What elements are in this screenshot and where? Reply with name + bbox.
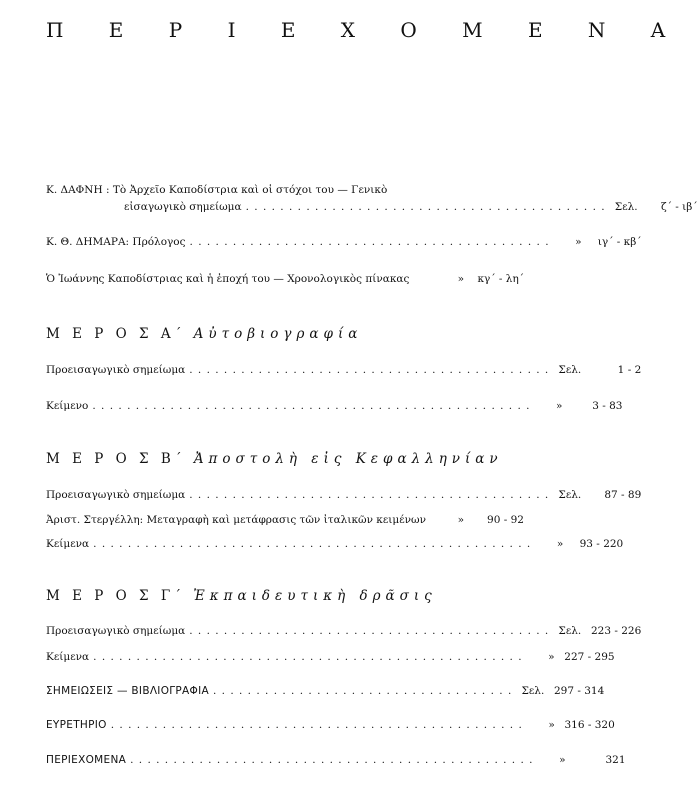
- entry-author: Κ. ΔΑΦΝΗ :: [46, 184, 110, 196]
- page-range: 316 - 320: [564, 719, 615, 731]
- entry-text: Προεισαγωγικὸ σημείωμα: [46, 364, 186, 376]
- page-range: 90 - 92: [487, 514, 524, 526]
- toc-entry-dimaras: [46, 234, 642, 251]
- entry-text: Προεισαγωγικὸ σημείωμα: [46, 489, 186, 501]
- page-range: κγ΄ - λη΄: [477, 273, 524, 285]
- page-range: 227 - 295: [564, 651, 615, 663]
- part-subtitle: Αὐτοβιογραφία: [193, 326, 363, 342]
- page-range: 297 - 314: [553, 685, 605, 697]
- toc-entry-notes: [46, 683, 605, 700]
- page-range: ζ΄ - ιβ΄: [661, 201, 698, 213]
- toc-entry: [46, 623, 642, 640]
- page-range: 93 - 220: [579, 538, 624, 550]
- leader-dots: . . . . . . . . . . . . . . . . . . . . . . . . . . . . . . . . . . . . . . . . . .: [189, 489, 550, 501]
- leader-dots: . . . . . . . . . . . . . . . . . . . . . . . . . . . . . . . . . . . . . . . . . .: [189, 364, 550, 376]
- toc-entry: [46, 487, 642, 504]
- page-prefix: Σελ.: [558, 489, 582, 501]
- leader-dots: . . . . . . . . . . . . . . . . . . . . . . . . . . . . . . . . . . .: [212, 685, 513, 697]
- toc-entry: [46, 362, 642, 379]
- page-prefix: »: [457, 514, 464, 526]
- page-range: 223 - 226: [590, 625, 642, 637]
- page-prefix: »: [457, 273, 464, 285]
- entry-text: ΕΥΡΕΤΗΡΙΟ: [46, 719, 107, 731]
- entry-text: Ὁ Ἰωάννης Καποδίστριας καὶ ἡ ἐποχή του — Χρονολογικὸς πίνακας: [46, 273, 410, 285]
- entry-text: Προεισαγωγικὸ σημείωμα: [46, 625, 186, 637]
- page-prefix: »: [575, 236, 582, 248]
- leader-dots: . . . . . . . . . . . . . . . . . . . . . . . . . . . . . . . . . . . . . . . . . .: [189, 625, 550, 637]
- part-subtitle: Ἀποστολὴ εἰς Κεφαλληνίαν: [193, 451, 503, 467]
- toc-entry-chronology: [46, 271, 524, 288]
- leader-dots: . . . . . . . . . . . . . . . . . . . . . . . . . . . . . . . . . . . . . . . . . . . . . . . .: [110, 719, 523, 731]
- toc-entry: [46, 512, 524, 529]
- part-c-heading: [46, 588, 437, 604]
- leader-dots: . . . . . . . . . . . . . . . . . . . . . . . . . . . . . . . . . . . . . . . . . . . . . . . . . . .: [93, 538, 532, 550]
- part-label: Μ Ε Ρ Ο Σ Β΄: [46, 451, 186, 467]
- part-label: Μ Ε Ρ Ο Σ Γ΄: [46, 588, 185, 604]
- leader-dots: . . . . . . . . . . . . . . . . . . . . . . . . . . . . . . . . . . . . . . . . . . . . . . . . . .: [93, 651, 523, 663]
- page-prefix: »: [556, 400, 563, 412]
- page-prefix: »: [556, 538, 564, 550]
- leader-dots: . . . . . . . . . . . . . . . . . . . . . . . . . . . . . . . . . . . . . . . . . . . . . . . . . . .: [92, 400, 531, 412]
- entry-text: Κείμενα: [46, 651, 90, 663]
- page-prefix: Σελ.: [521, 685, 545, 697]
- entry-text: ΠΕΡΙΕΧΟΜΕΝΑ: [46, 754, 127, 766]
- page-range: 3 - 83: [592, 400, 623, 412]
- entry-text: Ἀριστ. Στεργέλλη: Μεταγραφὴ καὶ μετάφρασις τῶν ἰταλικῶν κειμένων: [46, 514, 426, 526]
- entry-text: Τὸ Ἀρχεῖο Καποδίστρια καὶ οἱ στόχοι του — Γενικὸ: [112, 184, 388, 196]
- toc-entry-index: [46, 717, 615, 734]
- page-prefix: »: [548, 719, 555, 731]
- page-range: 321: [605, 754, 626, 766]
- entry-text: Κείμενα: [46, 538, 90, 550]
- toc-entry: [46, 536, 624, 553]
- page-title: Π Ε Ρ Ι Ε Χ Ο Μ Ε Ν Α: [46, 18, 685, 42]
- toc-entry: [46, 649, 615, 666]
- leader-dots: . . . . . . . . . . . . . . . . . . . . . . . . . . . . . . . . . . . . . . . . . .: [245, 201, 606, 213]
- page-prefix: »: [548, 651, 555, 663]
- entry-text: Πρόλογος: [132, 236, 186, 248]
- page-prefix: Σελ.: [558, 364, 582, 376]
- page-prefix: Σελ.: [614, 201, 638, 213]
- part-a-heading: [46, 326, 362, 342]
- toc-entry-daphni: [46, 182, 698, 216]
- page-range: ιγ΄ - κβ΄: [597, 236, 642, 248]
- part-b-heading: [46, 451, 503, 467]
- entry-text: Κείμενο: [46, 400, 89, 412]
- toc-entry: [46, 398, 623, 415]
- entry-author: Κ. Θ. ΔΗΜΑΡΑ:: [46, 236, 130, 248]
- entry-text-continued: εἰσαγωγικὸ σημείωμα: [124, 201, 242, 213]
- page-range: 87 - 89: [604, 489, 642, 501]
- part-subtitle: Ἐκπαιδευτικὴ δρᾶσις: [193, 588, 437, 604]
- page-prefix: Σελ.: [558, 625, 582, 637]
- entry-text: ΣΗΜΕΙΩΣΕΙΣ — ΒΙΒΛΙΟΓΡΑΦΙΑ: [46, 685, 209, 697]
- leader-dots: . . . . . . . . . . . . . . . . . . . . . . . . . . . . . . . . . . . . . . . . . .: [189, 236, 550, 248]
- page-prefix: »: [559, 754, 566, 766]
- toc-entry-contents: [46, 752, 626, 769]
- part-label: Μ Ε Ρ Ο Σ Α΄: [46, 326, 186, 342]
- leader-dots: . . . . . . . . . . . . . . . . . . . . . . . . . . . . . . . . . . . . . . . . . . . . . . .: [130, 754, 534, 766]
- page-range: 1 - 2: [617, 364, 642, 376]
